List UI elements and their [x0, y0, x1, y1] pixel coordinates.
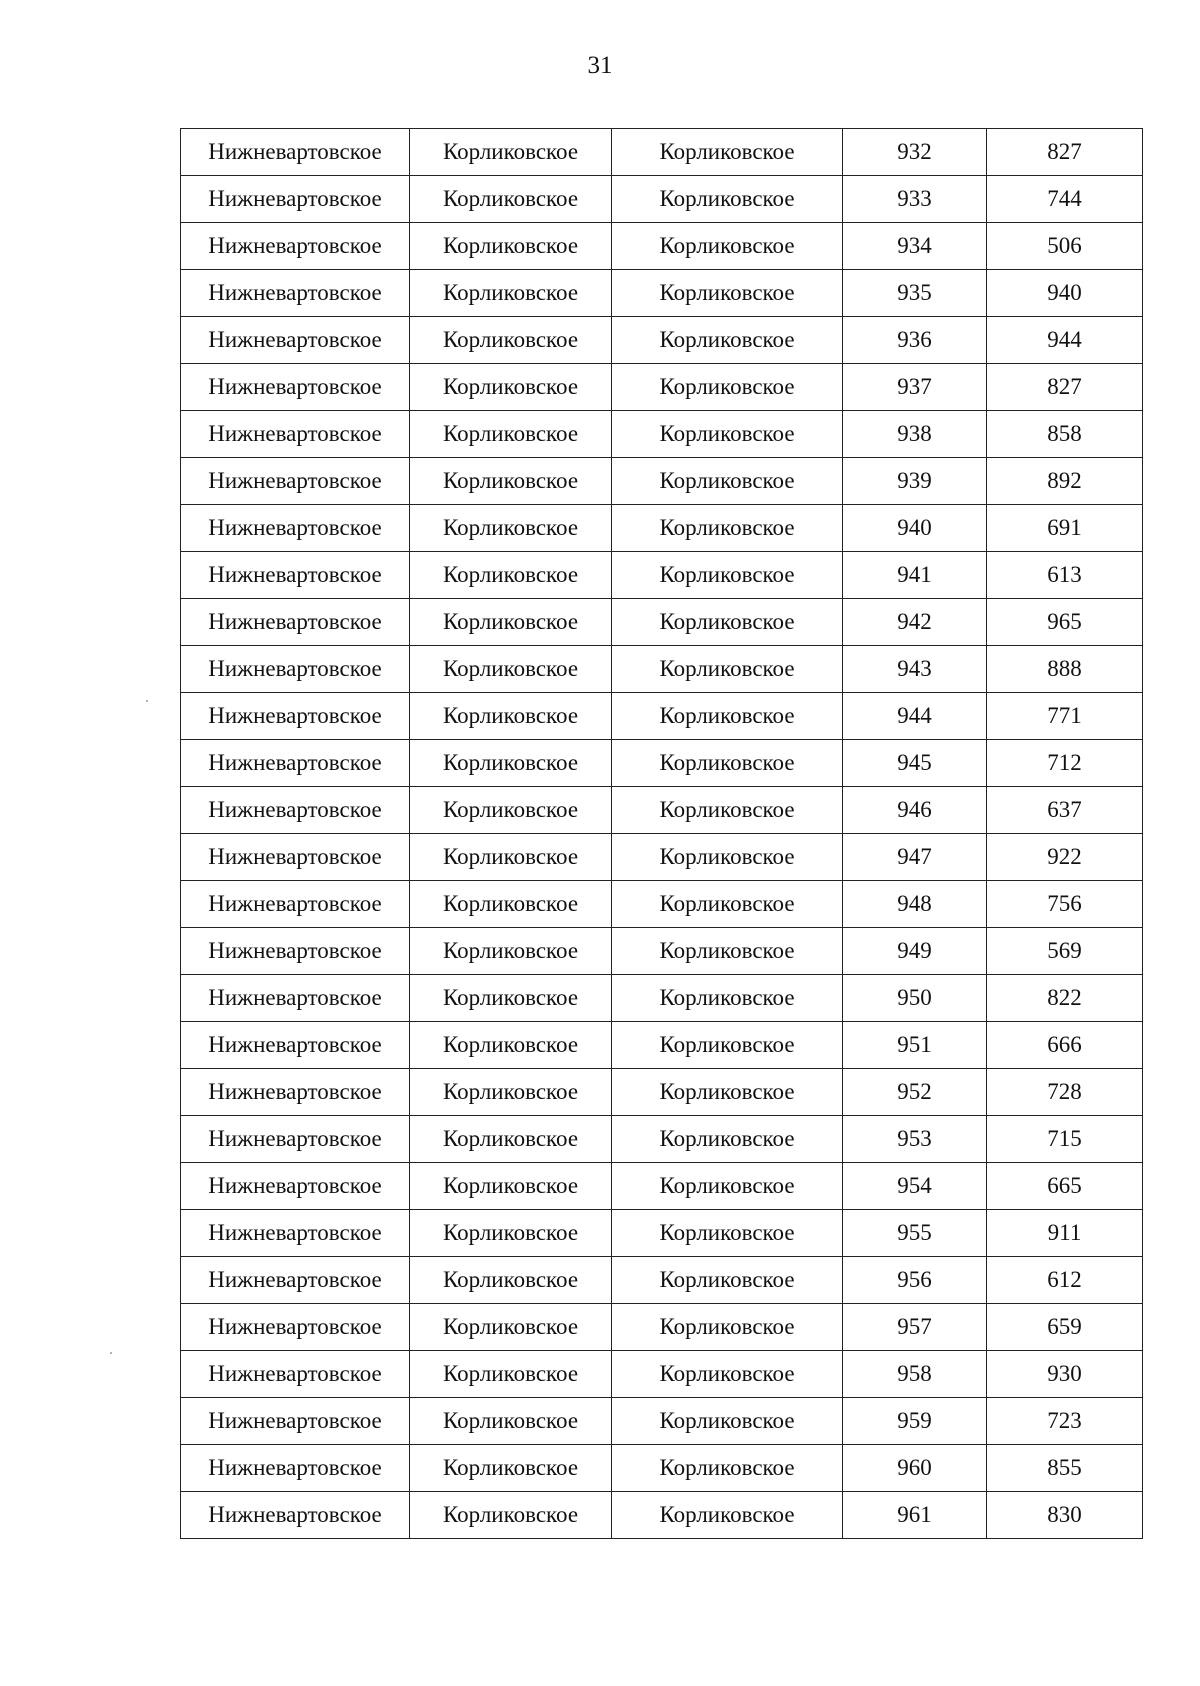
district-cell: Нижневартовское	[181, 1304, 410, 1351]
district-cell: Нижневартовское	[181, 1069, 410, 1116]
table-row	[181, 1351, 1143, 1398]
field-cell: Корликовское	[410, 1351, 612, 1398]
district-cell: Нижневартовское	[181, 176, 410, 223]
number-cell: 939	[843, 458, 987, 505]
number-cell: 961	[843, 1492, 987, 1539]
value-cell: 637	[987, 787, 1143, 834]
area-cell: Корликовское	[612, 129, 843, 176]
number-cell: 954	[843, 1163, 987, 1210]
area-cell: Корликовское	[612, 1445, 843, 1492]
area-cell: Корликовское	[612, 1022, 843, 1069]
value-cell: 965	[987, 599, 1143, 646]
district-cell: Нижневартовское	[181, 1398, 410, 1445]
number-cell: 944	[843, 693, 987, 740]
district-cell: Нижневартовское	[181, 1116, 410, 1163]
table-row	[181, 317, 1143, 364]
table-row	[181, 1257, 1143, 1304]
table-row	[181, 1398, 1143, 1445]
number-cell: 952	[843, 1069, 987, 1116]
number-cell: 950	[843, 975, 987, 1022]
area-cell: Корликовское	[612, 928, 843, 975]
field-cell: Корликовское	[410, 1069, 612, 1116]
district-cell: Нижневартовское	[181, 458, 410, 505]
value-cell: 506	[987, 223, 1143, 270]
table-row	[181, 928, 1143, 975]
field-cell: Корликовское	[410, 740, 612, 787]
table-row	[181, 1445, 1143, 1492]
area-cell: Корликовское	[612, 270, 843, 317]
district-cell: Нижневартовское	[181, 928, 410, 975]
number-cell: 955	[843, 1210, 987, 1257]
page-number: 31	[587, 52, 613, 79]
table-row	[181, 129, 1143, 176]
number-cell: 960	[843, 1445, 987, 1492]
field-cell: Корликовское	[410, 176, 612, 223]
value-cell: 888	[987, 646, 1143, 693]
number-cell: 932	[843, 129, 987, 176]
area-cell: Корликовское	[612, 364, 843, 411]
value-cell: 822	[987, 975, 1143, 1022]
value-cell: 569	[987, 928, 1143, 975]
field-cell: Корликовское	[410, 458, 612, 505]
field-cell: Корликовское	[410, 881, 612, 928]
number-cell: 947	[843, 834, 987, 881]
area-cell: Корликовское	[612, 1069, 843, 1116]
area-cell: Корликовское	[612, 834, 843, 881]
field-cell: Корликовское	[410, 834, 612, 881]
district-cell: Нижневартовское	[181, 1163, 410, 1210]
area-cell: Корликовское	[612, 1398, 843, 1445]
area-cell: Корликовское	[612, 505, 843, 552]
area-cell: Корликовское	[612, 411, 843, 458]
district-cell: Нижневартовское	[181, 317, 410, 364]
district-cell: Нижневартовское	[181, 975, 410, 1022]
area-cell: Корликовское	[612, 1304, 843, 1351]
table-row	[181, 458, 1143, 505]
field-cell: Корликовское	[410, 223, 612, 270]
table-row	[181, 834, 1143, 881]
table-row	[181, 787, 1143, 834]
district-cell: Нижневартовское	[181, 223, 410, 270]
district-cell: Нижневартовское	[181, 1445, 410, 1492]
value-cell: 744	[987, 176, 1143, 223]
field-cell: Корликовское	[410, 693, 612, 740]
area-cell: Корликовское	[612, 646, 843, 693]
value-cell: 756	[987, 881, 1143, 928]
table-row	[181, 599, 1143, 646]
table-row	[181, 1069, 1143, 1116]
value-cell: 922	[987, 834, 1143, 881]
table-row	[181, 881, 1143, 928]
value-cell: 728	[987, 1069, 1143, 1116]
number-cell: 943	[843, 646, 987, 693]
area-cell: Корликовское	[612, 599, 843, 646]
data-table	[180, 128, 1143, 1539]
area-cell: Корликовское	[612, 223, 843, 270]
number-cell: 949	[843, 928, 987, 975]
number-cell: 945	[843, 740, 987, 787]
value-cell: 666	[987, 1022, 1143, 1069]
table-row	[181, 270, 1143, 317]
area-cell: Корликовское	[612, 1116, 843, 1163]
value-cell: 858	[987, 411, 1143, 458]
value-cell: 712	[987, 740, 1143, 787]
field-cell: Корликовское	[410, 270, 612, 317]
table-row	[181, 975, 1143, 1022]
district-cell: Нижневартовское	[181, 1257, 410, 1304]
number-cell: 959	[843, 1398, 987, 1445]
district-cell: Нижневартовское	[181, 646, 410, 693]
number-cell: 951	[843, 1022, 987, 1069]
district-cell: Нижневартовское	[181, 552, 410, 599]
value-cell: 830	[987, 1492, 1143, 1539]
number-cell: 933	[843, 176, 987, 223]
table-row	[181, 364, 1143, 411]
field-cell: Корликовское	[410, 975, 612, 1022]
area-cell: Корликовское	[612, 881, 843, 928]
field-cell: Корликовское	[410, 1210, 612, 1257]
number-cell: 946	[843, 787, 987, 834]
table-row	[181, 740, 1143, 787]
district-cell: Нижневартовское	[181, 740, 410, 787]
number-cell: 948	[843, 881, 987, 928]
number-cell: 958	[843, 1351, 987, 1398]
value-cell: 911	[987, 1210, 1143, 1257]
table-row	[181, 693, 1143, 740]
district-cell: Нижневартовское	[181, 129, 410, 176]
area-cell: Корликовское	[612, 1492, 843, 1539]
area-cell: Корликовское	[612, 458, 843, 505]
table-row	[181, 1210, 1143, 1257]
field-cell: Корликовское	[410, 1257, 612, 1304]
district-cell: Нижневартовское	[181, 1351, 410, 1398]
district-cell: Нижневартовское	[181, 693, 410, 740]
value-cell: 771	[987, 693, 1143, 740]
value-cell: 827	[987, 364, 1143, 411]
area-cell: Корликовское	[612, 552, 843, 599]
field-cell: Корликовское	[410, 1163, 612, 1210]
number-cell: 936	[843, 317, 987, 364]
table-row	[181, 552, 1143, 599]
district-cell: Нижневартовское	[181, 599, 410, 646]
value-cell: 723	[987, 1398, 1143, 1445]
value-cell: 613	[987, 552, 1143, 599]
scan-speck	[110, 1352, 112, 1354]
district-cell: Нижневартовское	[181, 787, 410, 834]
number-cell: 940	[843, 505, 987, 552]
area-cell: Корликовское	[612, 1210, 843, 1257]
table-body	[181, 129, 1143, 1539]
district-cell: Нижневартовское	[181, 1210, 410, 1257]
value-cell: 665	[987, 1163, 1143, 1210]
field-cell: Корликовское	[410, 1304, 612, 1351]
value-cell: 930	[987, 1351, 1143, 1398]
number-cell: 941	[843, 552, 987, 599]
number-cell: 938	[843, 411, 987, 458]
field-cell: Корликовское	[410, 599, 612, 646]
district-cell: Нижневартовское	[181, 505, 410, 552]
area-cell: Корликовское	[612, 975, 843, 1022]
value-cell: 827	[987, 129, 1143, 176]
area-cell: Корликовское	[612, 693, 843, 740]
value-cell: 892	[987, 458, 1143, 505]
value-cell: 855	[987, 1445, 1143, 1492]
field-cell: Корликовское	[410, 129, 612, 176]
value-cell: 612	[987, 1257, 1143, 1304]
field-cell: Корликовское	[410, 505, 612, 552]
number-cell: 942	[843, 599, 987, 646]
district-cell: Нижневартовское	[181, 411, 410, 458]
field-cell: Корликовское	[410, 411, 612, 458]
table-row	[181, 1022, 1143, 1069]
value-cell: 691	[987, 505, 1143, 552]
field-cell: Корликовское	[410, 364, 612, 411]
value-cell: 940	[987, 270, 1143, 317]
table-row	[181, 1163, 1143, 1210]
number-cell: 957	[843, 1304, 987, 1351]
field-cell: Корликовское	[410, 1445, 612, 1492]
table-row	[181, 176, 1143, 223]
district-cell: Нижневартовское	[181, 1022, 410, 1069]
district-cell: Нижневартовское	[181, 834, 410, 881]
area-cell: Корликовское	[612, 740, 843, 787]
area-cell: Корликовское	[612, 176, 843, 223]
field-cell: Корликовское	[410, 928, 612, 975]
table-row	[181, 505, 1143, 552]
district-cell: Нижневартовское	[181, 1492, 410, 1539]
field-cell: Корликовское	[410, 317, 612, 364]
district-cell: Нижневартовское	[181, 881, 410, 928]
value-cell: 715	[987, 1116, 1143, 1163]
number-cell: 937	[843, 364, 987, 411]
table-row	[181, 411, 1143, 458]
table-row	[181, 1492, 1143, 1539]
table-row	[181, 646, 1143, 693]
field-cell: Корликовское	[410, 1492, 612, 1539]
area-cell: Корликовское	[612, 317, 843, 364]
number-cell: 935	[843, 270, 987, 317]
value-cell: 659	[987, 1304, 1143, 1351]
table-row	[181, 1116, 1143, 1163]
field-cell: Корликовское	[410, 787, 612, 834]
area-cell: Корликовское	[612, 1351, 843, 1398]
number-cell: 953	[843, 1116, 987, 1163]
district-cell: Нижневартовское	[181, 364, 410, 411]
field-cell: Корликовское	[410, 646, 612, 693]
field-cell: Корликовское	[410, 552, 612, 599]
table-row	[181, 1304, 1143, 1351]
field-cell: Корликовское	[410, 1116, 612, 1163]
area-cell: Корликовское	[612, 1257, 843, 1304]
number-cell: 956	[843, 1257, 987, 1304]
table-row	[181, 223, 1143, 270]
area-cell: Корликовское	[612, 787, 843, 834]
field-cell: Корликовское	[410, 1398, 612, 1445]
scan-speck	[146, 700, 148, 702]
field-cell: Корликовское	[410, 1022, 612, 1069]
value-cell: 944	[987, 317, 1143, 364]
number-cell: 934	[843, 223, 987, 270]
area-cell: Корликовское	[612, 1163, 843, 1210]
district-cell: Нижневартовское	[181, 270, 410, 317]
